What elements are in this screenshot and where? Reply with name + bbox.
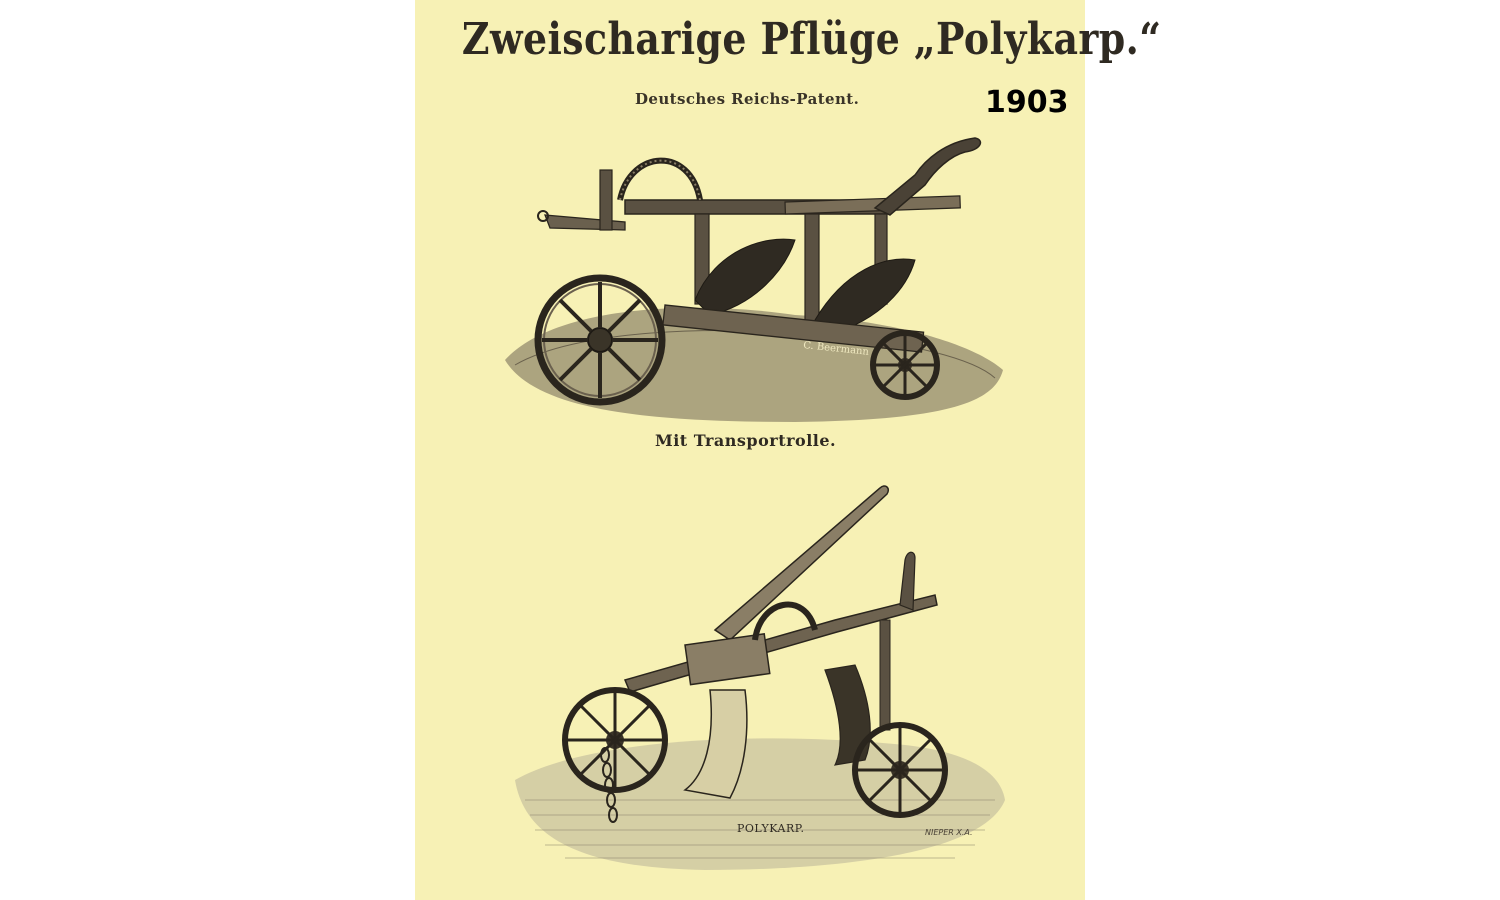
maker-label: C. Beermann bbox=[802, 340, 870, 358]
rear-wheel-icon bbox=[855, 725, 945, 815]
patent-subtitle: Deutsches Reichs-Patent. bbox=[635, 90, 860, 108]
page-title: Zweischarige Pflüge „Polykarp.“ bbox=[461, 14, 1162, 65]
year-label: 1903 bbox=[985, 85, 1069, 120]
top-illustration-caption: Mit Transportrolle. bbox=[655, 431, 837, 450]
polykarp-plough-illustration bbox=[505, 480, 1015, 880]
advertisement-page bbox=[415, 0, 1162, 900]
front-wheel-icon bbox=[565, 690, 665, 790]
engraver-signature: NIEPER X.A. bbox=[925, 828, 973, 837]
rear-wheel-icon bbox=[873, 333, 937, 397]
plough-with-transport-roller-illustration bbox=[495, 130, 1015, 430]
front-wheel-icon bbox=[538, 278, 662, 402]
polykarp-label: POLYKARP. bbox=[737, 822, 805, 835]
